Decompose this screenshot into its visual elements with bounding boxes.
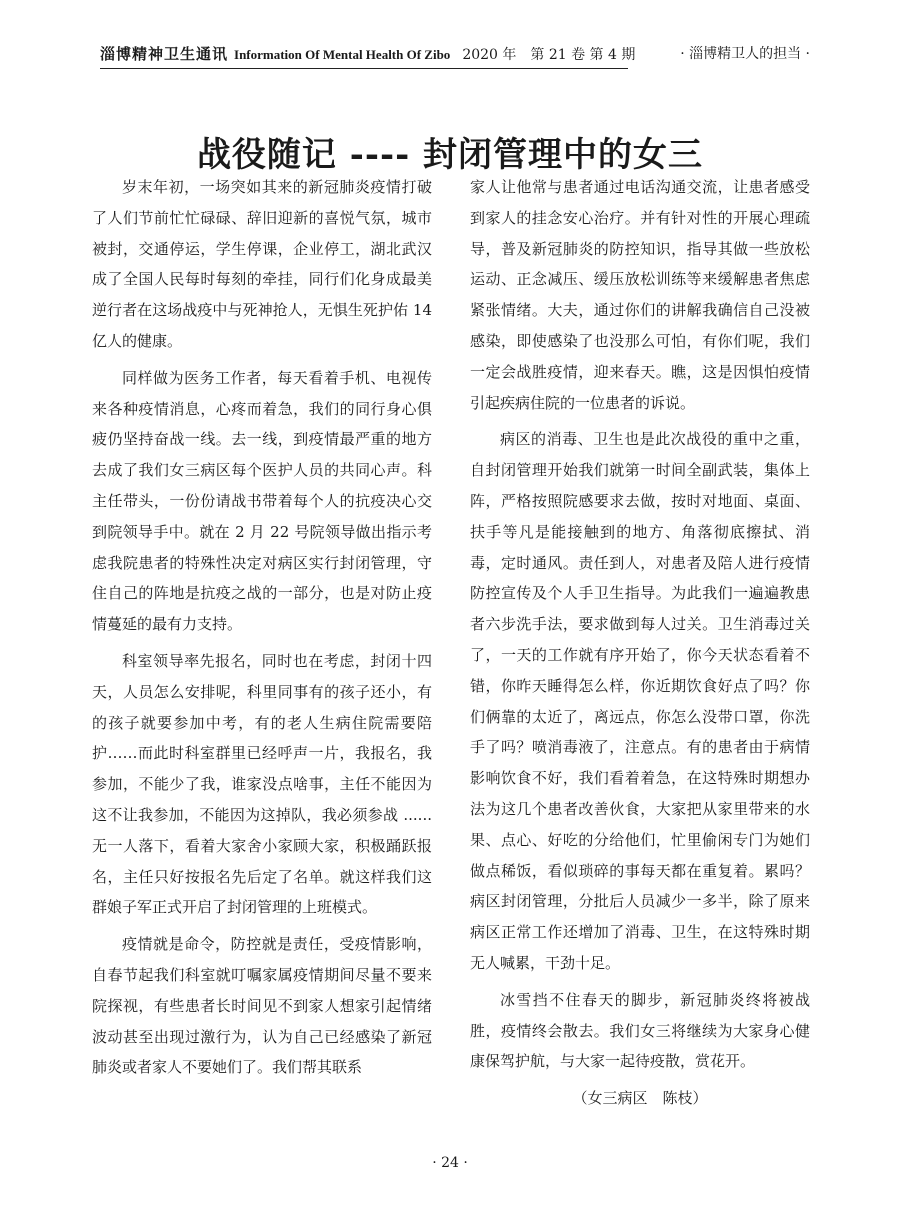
journal-title-cn: 淄博精神卫生通讯 <box>100 45 229 63</box>
paragraph: 科室领导率先报名，同时也在考虑，封闭十四天，人员怎么安排呢，科里同事有的孩子还小，有的孩子就要参加中考，有的老人生病住院需要陪护……而此时科室群里已经呼声一片，我报名，我参加，不能少了我，谁家没点啥事，主任不能因为这不让我参加，不能因为这掉队，我必须参战 ...... 无一人落下，看着大家舍小家顾大家，积极踊跃报名，主任只好按报名先后定了名单。就这样我们这群娘子军正式开启了封闭管理的上班模式。 <box>92 651 432 917</box>
article-column-left <box>92 172 432 1089</box>
paragraph: 岁末年初，一场突如其来的新冠肺炎疫情打破了人们节前忙忙碌碌、辞旧迎新的喜悦气氛，城市被封，交通停运，学生停课，企业停工，湖北武汉成了全国人民每时每刻的牵挂，同行们化身成最美逆行者在这场战疫中与死神抢人，无惧生死护佑 14 亿人的健康。 <box>92 178 432 350</box>
section-label: · 淄博精卫人的担当 · <box>680 46 810 62</box>
page-number: · 24 · <box>432 1155 468 1171</box>
issue-info: 2020 年 第 21 卷 第 4 期 <box>462 47 636 63</box>
paragraph: 病区的消毒、卫生也是此次战役的重中之重，自封闭管理开始我们就第一时间全副武装，集体上阵，严格按照院感要求去做，按时对地面、桌面、扶手等凡是能接触到的地方、角落彻底擦拭、消毒，定时通风。责任到人，对患者及陪人进行疫情防控宣传及个人手卫生指导。为此我们一遍遍教患者六步洗手法，要求做到每人过关。卫生消毒过关了，一天的工作就有序开始了，你今天状态看着不错，你昨天睡得怎么样，你近期饮食好点了吗？你们俩靠的太近了，离远点，你怎么没带口罩，你洗手了吗？喷消毒液了，注意点。有的患者由于病情影响饮食不好，我们看着着急，在这特殊时期想办法为这几个患者改善伙食，大家把从家里带来的水果、点心、好吃的分给他们，忙里偷闲专门为她们做点稀饭，看似琐碎的事每天都在重复着。累吗？病区封闭管理，分批后人员减少一多半，除了原来病区正常工作还增加了消毒、卫生，在这特殊时期无人喊累，干劲十足。 <box>470 430 810 972</box>
article-column-right <box>470 172 810 1120</box>
author-signature: （女三病区 陈枝） <box>572 1089 708 1108</box>
paragraph: 同样做为医务工作者，每天看着手机、电视传来各种疫情消息，心疼而着急，我们的同行身心俱疲仍坚持奋战一线。去一线，到疫情最严重的地方去成了我们女三病区每个医护人员的共同心声。科主任带头，一份份请战书带着每个人的抗疫决心交到院领导手中。就在 2 月 22 号院领导做出指示考虑我院患者的特殊性决定对病区实行封闭管理，守住自己的阵地是抗疫之战的一部分，也是对防止疫情蔓延的最有力支持。 <box>92 368 432 634</box>
paragraph: 冰雪挡不住春天的脚步，新冠肺炎终将被战胜，疫情终会散去。我们女三将继续为大家身心健康保驾护航，与大家一起待疫散，赏花开。 <box>470 990 810 1071</box>
paragraph-continuation: 家人让他常与患者通过电话沟通交流，让患者感受到家人的挂念安心治疗。并有针对性的开展心理疏导，普及新冠肺炎的防控知识，指导其做一些放松运动、正念减压、缓压放松训练等来缓解患者焦虑紧张情绪。大夫，通过你们的讲解我确信自己没被感染，即使感染了也没那么可怕，有你们呢，我们一定会战胜疫情，迎来春天。瞧，这是因惧怕疫情引起疾病住院的一位患者的诉说。 <box>470 178 810 412</box>
page-header <box>0 0 900 70</box>
article-title: 战役随记 ---- 封闭管理中的女三 <box>196 134 704 175</box>
journal-title-en: Information Of Mental Health Of Zibo <box>234 47 451 62</box>
journal-masthead <box>100 45 636 69</box>
paragraph: 疫情就是命令，防控就是责任，受疫情影响，自春节起我们科室就叮嘱家属疫情期间尽量不要来院探视，有些患者长时间见不到家人想家引起情绪波动甚至出现过激行为，认为自己已经感染了新冠肺炎或者家人不要她们了。我们帮其联系 <box>92 935 432 1077</box>
